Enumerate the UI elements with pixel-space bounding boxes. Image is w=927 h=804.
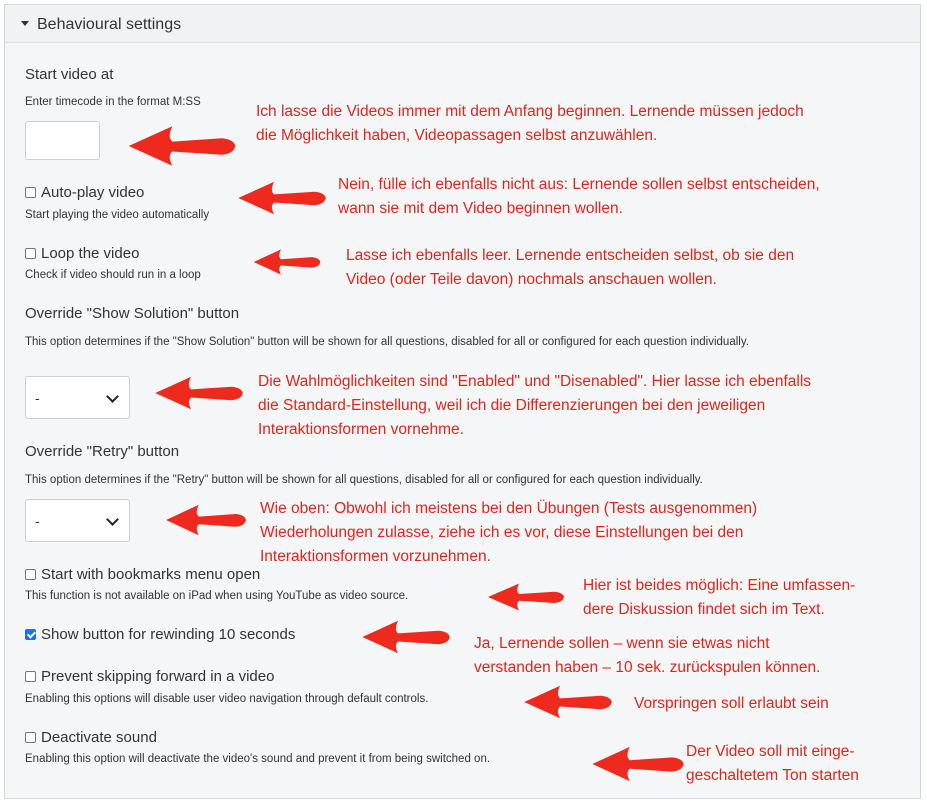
annotation-line: verstanden haben – 10 sek. zurückspulen können. — [474, 659, 821, 676]
loop-checkbox[interactable] — [25, 248, 36, 259]
prevent-skip-description: Enabling this options will disable user video navigation through default controls. — [25, 693, 429, 705]
loop-row[interactable] — [25, 245, 139, 262]
annotation-autoplay — [338, 173, 820, 221]
annotation-deactivate-sound — [686, 740, 859, 788]
annotation-rewind — [474, 632, 820, 680]
deactivate-sound-checkbox[interactable] — [25, 732, 36, 743]
annotation-line: Lasse ich ebenfalls leer. Lernende entscheiden selbst, ob sie den — [346, 247, 795, 264]
deactivate-sound-description: Enabling this option will deactivate the video's sound and prevent it from being switched on. — [25, 753, 491, 765]
autoplay-label: Auto-play video — [41, 184, 145, 201]
annotation-line: geschaltetem Ton starten — [686, 767, 859, 784]
arrow-autoplay-icon — [236, 180, 328, 216]
autoplay-row[interactable] — [25, 184, 144, 201]
override-solution-label: Override "Show Solution" button — [25, 305, 240, 322]
annotation-line: dere Diskussion findet sich im Text. — [583, 601, 825, 618]
bookmarks-label: Start with bookmarks menu open — [41, 566, 261, 583]
bookmarks-description: This function is not available on iPad when using YouTube as video source. — [25, 590, 409, 602]
arrow-loop-icon — [252, 248, 322, 276]
arrow-deactivate-sound-icon — [590, 745, 686, 783]
override-solution-value: - — [35, 390, 40, 406]
annotation-line: Wiederholungen zulasse, ziehe ich es vor, diese Einstellungen bei den — [260, 524, 744, 541]
prevent-skip-label: Prevent skipping forward in a video — [41, 668, 275, 685]
bookmarks-row[interactable] — [25, 566, 260, 583]
annotation-prevent-skip — [634, 692, 829, 716]
autoplay-description: Start playing the video automatically — [25, 209, 210, 221]
arrow-bookmarks-icon — [486, 582, 566, 612]
chevron-down-icon — [106, 390, 119, 403]
override-retry-label: Override "Retry" button — [25, 443, 180, 460]
arrow-override-retry-icon — [164, 503, 248, 537]
annotation-line: wann sie mit dem Video beginnen wollen. — [338, 200, 623, 217]
annotation-line: Vorspringen soll erlaubt sein — [634, 695, 829, 712]
start-video-label: Start video at — [25, 66, 114, 83]
annotation-line: Video (oder Teile davon) nochmals anschauen wollen. — [346, 271, 717, 288]
annotation-start-video — [256, 100, 804, 148]
annotation-line: Ja, Lernende sollen – wenn sie etwas nicht — [474, 635, 770, 652]
annotation-line: Nein, fülle ich ebenfalls nicht aus: Lernende sollen selbst entscheiden, — [338, 176, 820, 193]
rewind-checkbox[interactable] — [25, 629, 36, 640]
loop-description: Check if video should run in a loop — [25, 269, 201, 281]
arrow-start-video-icon — [126, 124, 238, 168]
arrow-prevent-skip-icon — [522, 684, 614, 720]
annotation-bookmarks — [583, 574, 855, 622]
annotation-line: Interaktionsformen vornehme. — [258, 421, 464, 438]
annotation-line: Der Video soll mit einge- — [686, 743, 855, 760]
arrow-rewind-icon — [360, 619, 452, 655]
autoplay-checkbox[interactable] — [25, 187, 36, 198]
override-retry-description: This option determines if the "Retry" button will be shown for all questions, disabled for all or configured for each question individually. — [25, 474, 703, 486]
override-solution-select[interactable] — [25, 376, 130, 419]
start-video-description: Enter timecode in the format M:SS — [25, 96, 201, 108]
loop-label: Loop the video — [41, 245, 140, 262]
annotation-line: Die Wahlmöglichkeiten sind "Enabled" und "Disenabled". Hier lasse ich ebenfalls — [258, 373, 812, 390]
override-retry-value: - — [35, 513, 40, 529]
override-retry-select[interactable] — [25, 499, 130, 542]
annotation-loop — [346, 244, 794, 292]
annotation-line: Ich lasse die Videos immer mit dem Anfang beginnen. Lernende müssen jedoch — [256, 103, 804, 120]
prevent-skip-row[interactable] — [25, 668, 274, 685]
rewind-label: Show button for rewinding 10 seconds — [41, 626, 296, 643]
panel-header[interactable] — [5, 5, 920, 43]
annotation-line: die Möglichkeit haben, Videopassagen selbst anzuwählen. — [256, 127, 658, 144]
chevron-down-icon — [106, 513, 119, 526]
annotation-override-solution — [258, 370, 811, 442]
override-solution-description: This option determines if the "Show Solution" button will be shown for all questions, disabled for all or configured for each question individually. — [25, 336, 749, 348]
collapse-triangle-icon[interactable] — [21, 21, 29, 26]
rewind-row[interactable] — [25, 626, 295, 643]
annotation-line: Interaktionsformen vorzunehmen. — [260, 548, 491, 565]
arrow-override-solution-icon — [153, 375, 245, 411]
prevent-skip-checkbox[interactable] — [25, 671, 36, 682]
panel-title: Behavioural settings — [37, 16, 182, 33]
bookmarks-checkbox[interactable] — [25, 569, 36, 580]
deactivate-sound-row[interactable] — [25, 729, 157, 746]
annotation-line: Wie oben: Obwohl ich meistens bei den Übungen (Tests ausgenommen) — [260, 500, 758, 517]
annotation-override-retry — [260, 497, 757, 569]
annotation-line: Hier ist beides möglich: Eine umfassen- — [583, 577, 856, 594]
start-video-input[interactable] — [25, 121, 100, 160]
annotation-line: die Standard-Einstellung, weil ich die Differenzierungen bei den jeweiligen — [258, 397, 766, 414]
deactivate-sound-label: Deactivate sound — [41, 729, 157, 746]
